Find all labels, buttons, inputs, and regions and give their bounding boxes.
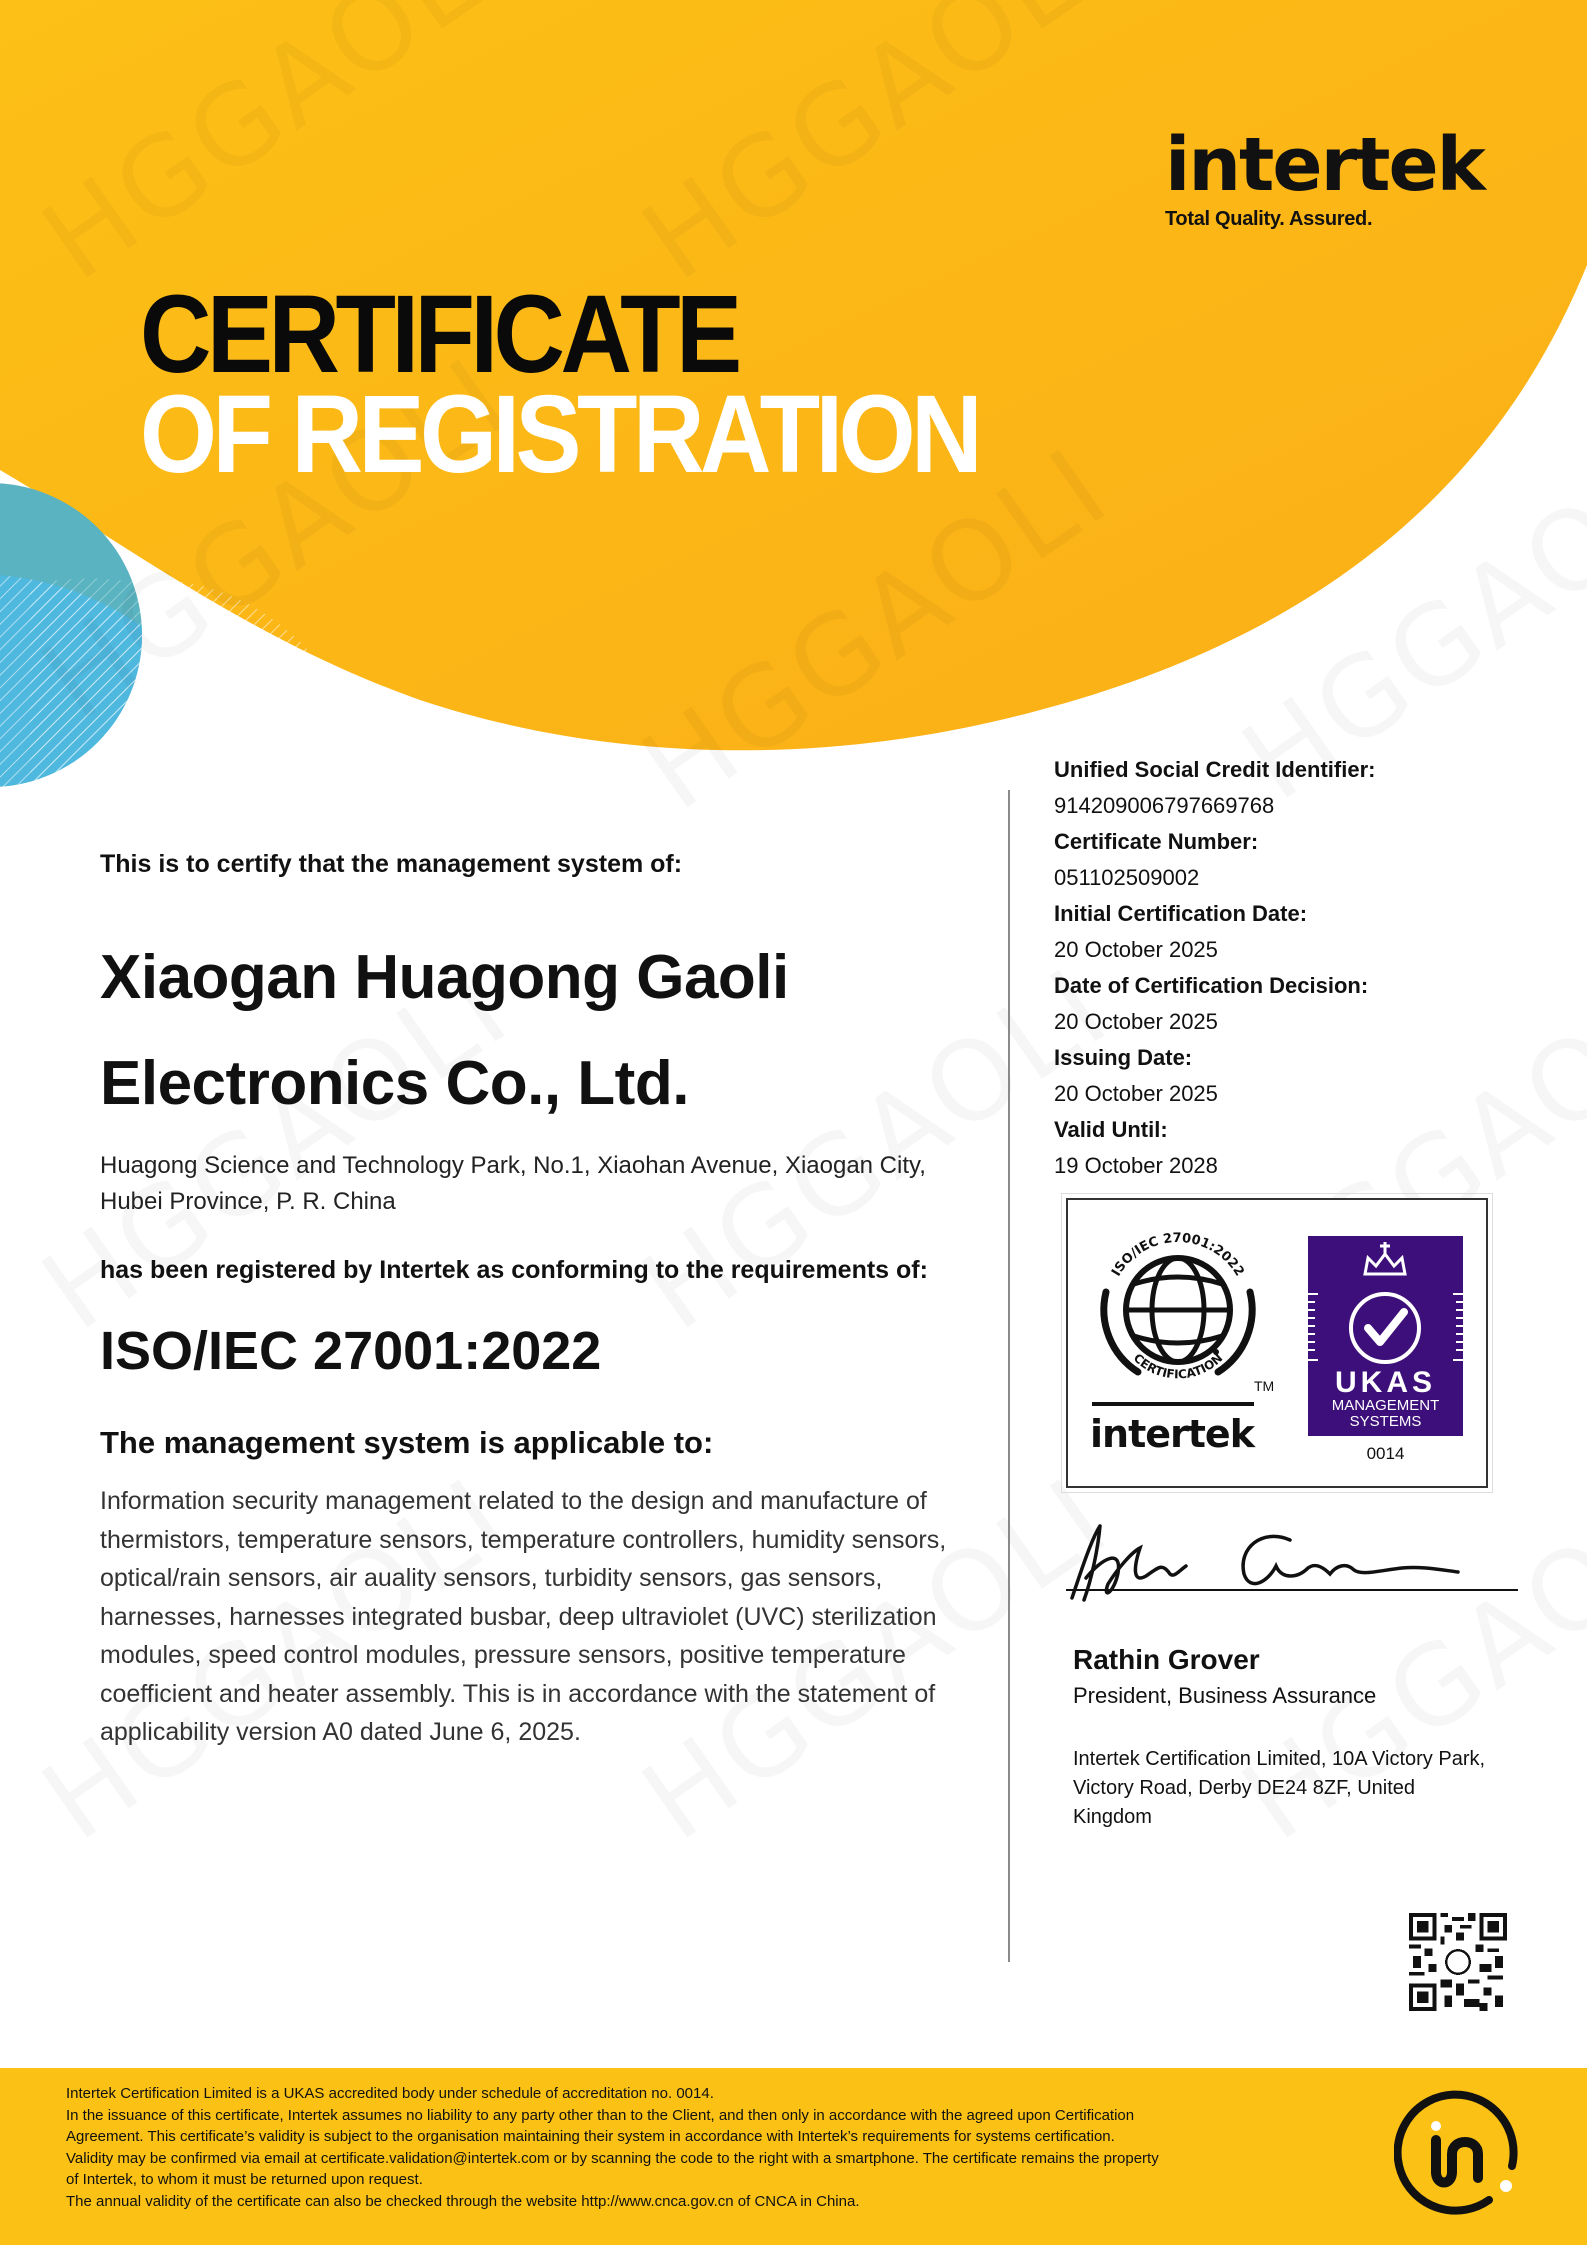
iso-rule — [1092, 1402, 1254, 1406]
issuer-address: Intertek Certification Limited, 10A Victory Park, Victory Road, Derby DE24 8ZF, United Kingdom — [1073, 1748, 1486, 1828]
scope-heading: The management system is applicable to: — [100, 1425, 714, 1460]
company-name-line1: Xiaogan Huagong Gaoli — [100, 943, 789, 1012]
credit-id-label: Unified Social Credit Identifier: — [1054, 757, 1376, 782]
certificate-subtitle: OF REGISTRATION — [140, 373, 979, 496]
ukas-logo — [1308, 1236, 1463, 1436]
initial-date-value: 20 October 2025 — [1054, 937, 1218, 962]
scope-text — [100, 1482, 1000, 1752]
registered-statement: has been registered by Intertek as conforming to the requirements of: — [100, 1256, 928, 1284]
signer-name: Rathin Grover — [1073, 1644, 1260, 1675]
footer-line: of Intertek, to whom it must be returned upon request. — [66, 2171, 423, 2188]
standard-name: ISO/IEC 27001:2022 — [100, 1321, 602, 1381]
valid-until-label: Valid Until: — [1054, 1117, 1168, 1142]
footer-line: In the issuance of this certificate, Intertek assumes no liability to any party other than to the Client, and then only in accordance with the agreed upon Certification — [66, 2106, 1135, 2124]
company-name — [100, 925, 1000, 1137]
certificate-number-label: Certificate Number: — [1054, 829, 1259, 854]
footer-line: The annual validity of the certificate can also be checked through the website http://www.cnca.gov.cn of CNCA in China. — [66, 2192, 860, 2210]
valid-until-value: 19 October 2028 — [1054, 1153, 1218, 1178]
scope-line: harnesses, harnesses integrated busbar, deep ultraviolet (UVC) sterilization — [100, 1602, 937, 1631]
signer-title: President, Business Assurance — [1073, 1683, 1377, 1708]
svg-text:ISO/IEC 27001:2022: ISO/IEC 27001:2022 — [1109, 1230, 1247, 1280]
certificate-details — [1054, 752, 1534, 1184]
issuing-date-label: Issuing Date: — [1054, 1045, 1193, 1070]
ukas-sub2: SYSTEMS — [1349, 1413, 1422, 1430]
footer-line: Agreement. This certificate’s validity is subject to the organisation maintaining their system in accordance with Intertek’s requirements for systems certification. — [66, 2128, 1115, 2145]
credit-id-value: 914209006797669768 — [1054, 793, 1275, 818]
svg-text:CERTIFICATION: CERTIFICATION — [1130, 1350, 1226, 1382]
iso-globe-icon — [1088, 1222, 1268, 1392]
issuing-date-value: 20 October 2025 — [1054, 1081, 1218, 1106]
intertek-in-logo-icon — [1394, 2088, 1524, 2218]
ukas-accreditation-number: 0014 — [1366, 1444, 1405, 1463]
address-line1: Huagong Science and Technology Park, No.1, Xiaohan Avenue, Xiaogan City, — [100, 1152, 926, 1179]
company-address — [100, 1148, 1000, 1220]
brand-tagline: Total Quality. Assured. — [1165, 208, 1373, 230]
decision-date-value: 20 October 2025 — [1054, 1009, 1218, 1034]
scope-line: applicability version A0 dated June 6, 2025. — [100, 1718, 581, 1746]
footer-disclaimer — [66, 2083, 1356, 2212]
scope-line: optical/rain sensors, air auality sensors, turbidity sensors, gas sensors, — [100, 1564, 883, 1592]
certify-lead: This is to certify that the management system of: — [100, 850, 683, 878]
scope-line: Information security management related to the design and manufacture of — [100, 1487, 927, 1515]
address-line2: Hubei Province, P. R. China — [100, 1188, 396, 1215]
scope-line: thermistors, temperature sensors, temperature controllers, humidity sensors, — [100, 1525, 947, 1554]
certificate-title: CERTIFICATE — [140, 273, 738, 396]
scope-line: modules, speed control modules, pressure sensors, positive temperature — [100, 1641, 906, 1669]
brand-wordmark: intertek — [1165, 122, 1484, 208]
trademark-symbol: TM — [1254, 1378, 1275, 1394]
footer-line: Validity may be confirmed via email at certificate.validation@intertek.com or by scanning the code to the right with a smartphone. The certificate remains the property — [66, 2149, 1159, 2167]
decision-date-label: Date of Certification Decision: — [1054, 973, 1369, 998]
crown-check-icon — [1308, 1236, 1463, 1366]
accreditation-badges — [1066, 1198, 1488, 1488]
certificate-number-value: 051102509002 — [1054, 865, 1200, 890]
ukas-sub1: MANAGEMENT — [1331, 1397, 1440, 1414]
iso-intertek-wordmark: intertek — [1090, 1412, 1254, 1456]
signature-icon — [1062, 1518, 1502, 1608]
footer-line: Intertek Certification Limited is a UKAS accredited body under schedule of accreditation no. 0014. — [66, 2085, 714, 2102]
column-divider — [1008, 790, 1010, 1962]
qr-code-icon[interactable] — [1409, 1913, 1507, 2011]
scope-line: coefficient and heater assembly. This is in accordance with the statement of — [100, 1679, 936, 1708]
ukas-title: UKAS — [1334, 1366, 1436, 1399]
initial-date-label: Initial Certification Date: — [1054, 901, 1308, 926]
intertek-logo — [1165, 122, 1484, 231]
company-name-line2: Electronics Co., Ltd. — [100, 1049, 689, 1118]
